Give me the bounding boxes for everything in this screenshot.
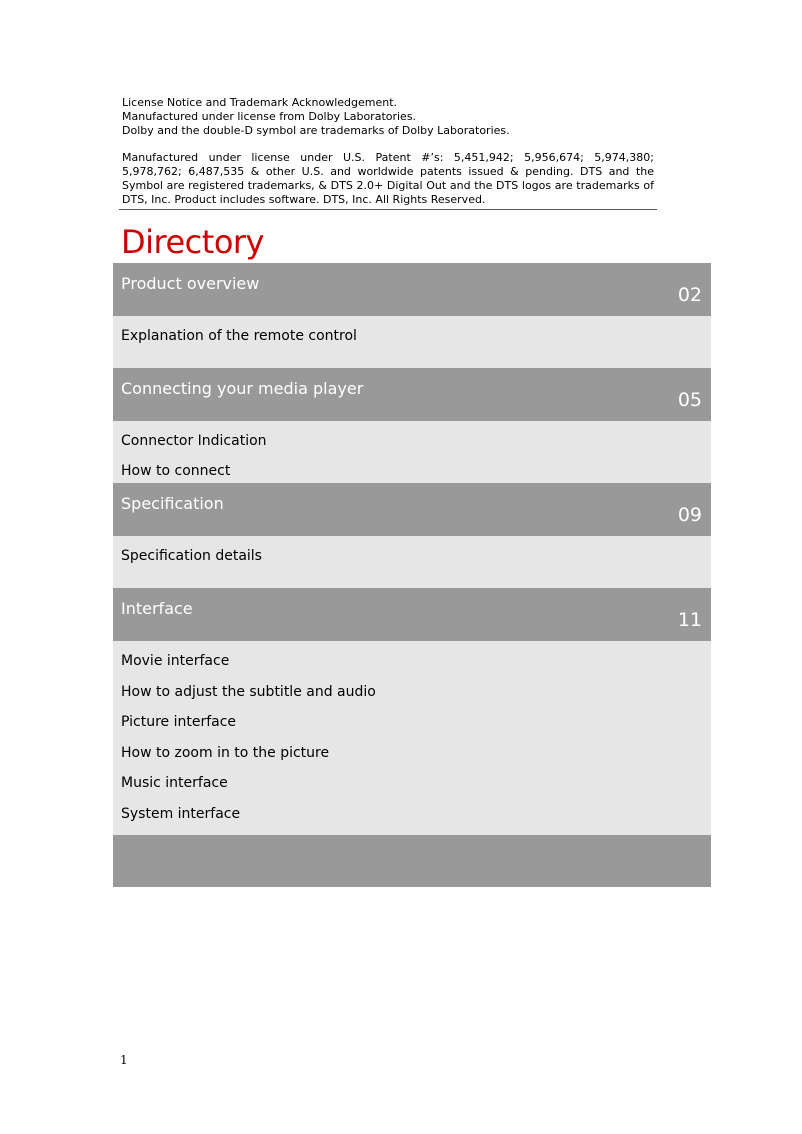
toc-section-body: [113, 641, 711, 835]
toc-section-page-number: 11: [677, 609, 702, 631]
toc-item[interactable]: Specification details: [121, 548, 262, 564]
toc-item[interactable]: How to adjust the subtitle and audio: [121, 683, 376, 700]
toc-section-page-number: 09: [677, 504, 702, 526]
page-number: 1: [120, 1053, 128, 1067]
toc-item[interactable]: How to zoom in to the picture: [121, 744, 330, 761]
toc-section-title: Specification: [121, 494, 224, 513]
toc-section-body: [113, 421, 711, 483]
directory-title: Directory: [121, 223, 264, 261]
toc-item[interactable]: Connector Indication: [121, 433, 267, 449]
divider: [119, 209, 657, 210]
license-paragraph: Manufactured under license under U.S. Patent #’s: 5,451,942; 5,956,674; 5,974,380; 5,978,762; 6,487,535 & other U.S. and worldwide patents issued & pending. DTS and the Symbol are registered trademarks, & DTS 2.0+ Digital Out and the DTS logos are trademarks of DTS, Inc. Product includes software. DTS, Inc. All Rights Reserved.: [122, 151, 654, 206]
toc-section-title: Interface: [121, 599, 193, 618]
toc-item[interactable]: How to connect: [121, 463, 231, 479]
toc-section-header-specification[interactable]: [113, 483, 711, 536]
toc-section-page-number: 05: [677, 389, 702, 411]
toc-item[interactable]: Picture interface: [121, 714, 237, 730]
license-notice: [122, 96, 654, 207]
toc-item[interactable]: Movie interface: [121, 653, 230, 669]
toc-section-header-product-overview[interactable]: [113, 263, 711, 316]
toc-section-body: [113, 316, 711, 368]
license-line-3: Dolby and the double-D symbol are trademarks of Dolby Laboratories.: [122, 124, 510, 137]
toc-footer-band: [113, 835, 711, 887]
toc-section-title: Connecting your media player: [121, 379, 364, 398]
license-line-2: Manufactured under license from Dolby Laboratories.: [122, 110, 417, 123]
toc-section-header-interface[interactable]: [113, 588, 711, 641]
toc-section-title: Product overview: [121, 274, 260, 293]
table-of-contents: [113, 263, 711, 887]
license-line-1: License Notice and Trademark Acknowledgement.: [122, 96, 398, 109]
toc-section-page-number: 02: [677, 284, 702, 306]
toc-item[interactable]: Music interface: [121, 775, 228, 791]
toc-item[interactable]: Explanation of the remote control: [121, 328, 357, 344]
toc-section-header-connecting[interactable]: [113, 368, 711, 421]
toc-item[interactable]: System interface: [121, 805, 241, 822]
toc-section-body: [113, 536, 711, 588]
